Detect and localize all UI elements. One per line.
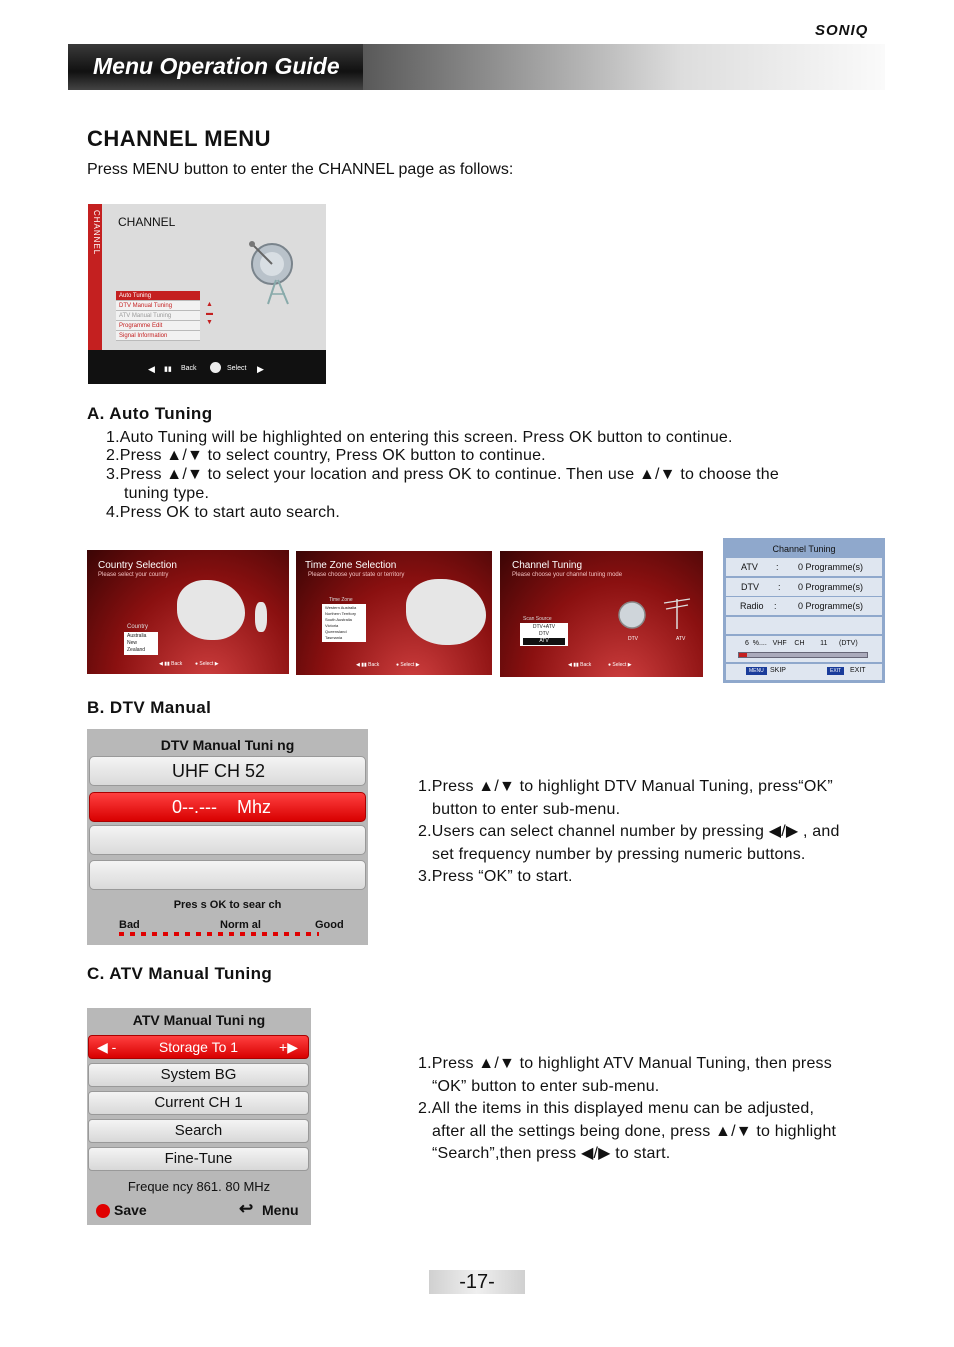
frequency-readout: Freque ncy 861. 80 MHz <box>127 1179 271 1194</box>
list-label: Time Zone <box>329 597 353 603</box>
australia-map-icon <box>406 579 486 645</box>
menu-item-dtv-manual[interactable]: DTV Manual Tuning <box>116 301 200 311</box>
left-arrow-icon: ◀ <box>148 364 155 374</box>
atv-manual-tuning-screenshot <box>87 1008 311 1225</box>
menu-item-auto-tuning[interactable]: Auto Tuning <box>116 291 200 301</box>
atv-icon-label: ATV <box>676 636 686 642</box>
dtv-screen-title: DTV Manual Tuni ng <box>160 737 295 753</box>
auto-step-4: 4.Press OK to start auto search. <box>106 504 341 521</box>
shot-subtitle: Please choose your channel tuning mode <box>512 572 623 578</box>
row-label: ATV <box>741 562 758 572</box>
storage-decrease[interactable]: ◀ - <box>97 1039 117 1055</box>
list-item[interactable]: South Australia <box>325 617 352 622</box>
atv-manual-heading: C. ATV Manual Tuning <box>87 964 273 983</box>
channel-screen-title: CHANNEL <box>118 215 176 229</box>
tuning-row-blank <box>726 617 882 634</box>
list-label: Scan Source <box>523 616 552 622</box>
country-selection-screenshot <box>87 550 289 674</box>
back-key-icon: ▮▮ <box>164 366 172 373</box>
antenna-icon <box>662 595 692 631</box>
tuning-panel-footer <box>726 664 882 680</box>
footer-back: ◀ ▮▮ Back <box>356 662 380 668</box>
atv-step: “Search”,then press ◀/▶ to start. <box>432 1145 671 1163</box>
row-label: DTV <box>741 582 759 592</box>
select-label: Select <box>227 365 247 372</box>
storage-increase[interactable]: +▶ <box>279 1039 298 1055</box>
footer-back: ◀ ▮▮ Back <box>568 662 592 668</box>
channel-tuning-screenshot <box>500 551 703 677</box>
shot-subtitle: Please choose your state or territory <box>308 572 405 578</box>
channel-side-label: CHANNEL <box>92 210 101 256</box>
select-label: Select <box>199 661 214 667</box>
signal-strength-dots <box>119 932 319 936</box>
auto-step-3-cont: tuning type. <box>124 485 210 502</box>
storage-field[interactable] <box>88 1035 309 1059</box>
fine-tune-field[interactable]: Fine-Tune <box>88 1147 309 1171</box>
channel-field[interactable]: UHF CH 52 <box>89 756 366 786</box>
shot-title: Country Selection <box>98 560 177 571</box>
channel-menu-list <box>116 291 200 341</box>
row-sep: : <box>776 562 779 572</box>
tuning-row-radio <box>726 597 882 615</box>
auto-step-3: 3.Press ▲/▼ to select your location and press OK to continue. Then use ▲/▼ to choose the <box>106 466 779 483</box>
progress-text: 6 %.... VHF CH 11 (DTV) <box>745 640 858 647</box>
satellite-dish-icon <box>614 597 650 633</box>
tuning-progress-row <box>726 636 882 662</box>
row-value: 0 Programme(s) <box>798 601 864 611</box>
row-sep: : <box>774 601 777 611</box>
back-label: Back <box>368 662 380 668</box>
auto-step-2: 2.Press ▲/▼ to select country, Press OK button to continue. <box>106 447 546 464</box>
system-field[interactable]: System BG <box>88 1063 309 1087</box>
time-zone-screenshot <box>296 551 492 675</box>
brand-logo: SONIQ <box>815 22 869 39</box>
country-list <box>124 632 158 655</box>
page-number: -17- <box>429 1270 525 1294</box>
right-arrow-icon: ▶ <box>257 364 264 374</box>
atv-step: “OK” button to enter sub-menu. <box>432 1077 660 1095</box>
storage-value: Storage To 1 <box>158 1039 239 1055</box>
ok-key-icon <box>210 362 221 373</box>
red-button-icon <box>96 1204 110 1218</box>
back-label: Back <box>580 662 592 668</box>
list-item[interactable]: Western Australia <box>325 605 357 610</box>
footer-select: ● Select ▶ <box>608 662 632 668</box>
tuning-row-atv <box>726 558 882 576</box>
row-sep: : <box>778 582 781 592</box>
atv-step: 1.Press ▲/▼ to highlight ATV Manual Tuning, then press <box>418 1055 832 1072</box>
row-label: Radio <box>740 601 764 611</box>
dtv-step: 2.Users can select channel number by pressing ◀/▶ , and <box>418 823 840 841</box>
new-zealand-map-icon <box>255 602 267 632</box>
channel-menu-screenshot <box>88 204 326 384</box>
time-zone-list <box>322 604 366 642</box>
header-title: Menu Operation Guide <box>93 53 340 79</box>
back-label: Back <box>171 661 183 667</box>
select-label: Select <box>612 662 627 668</box>
empty-field <box>89 825 366 855</box>
list-label: Country <box>127 624 149 630</box>
shot-title: Channel Tuning <box>512 560 583 571</box>
back-label: Back <box>181 365 197 372</box>
list-item[interactable]: DTV <box>539 631 549 637</box>
dtv-manual-tuning-screenshot <box>87 729 368 945</box>
list-item[interactable]: Victoria <box>325 623 339 628</box>
search-hint: Pres s OK to sear ch <box>173 899 282 911</box>
australia-map-icon <box>177 580 245 640</box>
menu-item-atv-manual[interactable]: ATV Manual Tuning <box>116 311 200 321</box>
dtv-step: button to enter sub-menu. <box>432 800 621 818</box>
dtv-icon-label: DTV <box>628 636 638 642</box>
list-item-selected[interactable]: ATV <box>523 638 565 645</box>
list-item[interactable]: Tasmania <box>325 635 343 640</box>
frequency-field[interactable]: 0--.--- Mhz <box>89 792 366 822</box>
footer-back: ◀ ▮▮ Back <box>159 661 183 667</box>
menu-key[interactable]: MENU <box>746 667 767 675</box>
channel-nav-bar <box>88 350 326 384</box>
exit-label: EXIT <box>850 667 866 674</box>
footer-select: ● Select ▶ <box>195 661 219 667</box>
current-channel-field[interactable]: Current CH 1 <box>88 1091 309 1115</box>
row-value: 0 Programme(s) <box>798 562 864 572</box>
dtv-steps <box>418 776 840 889</box>
list-item[interactable]: Queensland <box>325 629 347 634</box>
dtv-step: 3.Press “OK” to start. <box>418 868 573 886</box>
signal-normal-label: Norm al <box>220 919 261 931</box>
atv-step: after all the settings being done, press ▲/▼ to highlight <box>432 1122 837 1140</box>
select-label: Select <box>400 662 415 668</box>
scan-source-list <box>520 623 568 646</box>
list-item[interactable]: Australia <box>127 633 147 639</box>
list-item[interactable]: New Zealand <box>127 640 146 653</box>
dtv-manual-heading: B. DTV Manual <box>87 698 212 717</box>
progress-bar-fill <box>739 653 747 657</box>
menu-label[interactable]: Menu <box>262 1202 299 1218</box>
empty-field <box>89 860 366 890</box>
progress-bar <box>738 652 868 658</box>
shot-title: Time Zone Selection <box>305 560 397 571</box>
section-intro: Press MENU button to enter the CHANNEL page as follows: <box>87 161 514 178</box>
atv-steps <box>418 1053 836 1166</box>
exit-key[interactable]: EXIT <box>827 667 844 675</box>
tuning-panel-title: Channel Tuning <box>772 544 836 554</box>
auto-tuning-heading: A. Auto Tuning <box>87 404 213 423</box>
list-item[interactable]: Northern Territory <box>325 611 357 616</box>
tuning-row-dtv <box>726 578 882 596</box>
section-title: CHANNEL MENU <box>87 126 272 151</box>
save-label[interactable]: Save <box>114 1202 147 1218</box>
atv-step: 2.All the items in this displayed menu can be adjusted, <box>418 1100 815 1118</box>
search-field[interactable]: Search <box>88 1119 309 1143</box>
return-arrow-icon: ↩ <box>239 1199 254 1218</box>
signal-bad-label: Bad <box>119 919 140 931</box>
dtv-step: 1.Press ▲/▼ to highlight DTV Manual Tuning, press“OK” <box>418 778 833 795</box>
scroll-arrows-icon: ▲ ▬ ▼ <box>206 301 213 326</box>
auto-step-1: 1.Auto Tuning will be highlighted on entering this screen. Press OK button to continue. <box>106 429 733 446</box>
satellite-dish-icon <box>246 236 302 306</box>
list-item[interactable]: DTV+ATV <box>532 624 556 630</box>
footer-select: ● Select ▶ <box>396 662 420 668</box>
channel-tuning-progress-panel <box>723 538 885 683</box>
atv-screen-title: ATV Manual Tuni ng <box>132 1012 266 1028</box>
menu-item-programme-edit[interactable]: Programme Edit <box>116 321 200 331</box>
row-value: 0 Programme(s) <box>798 582 864 592</box>
shot-subtitle: Please select your country <box>98 572 169 578</box>
dtv-step: set frequency number by pressing numeric buttons. <box>432 845 806 863</box>
skip-label: SKIP <box>770 667 786 674</box>
menu-item-signal-info[interactable]: Signal Information <box>116 331 200 341</box>
signal-good-label: Good <box>315 919 344 931</box>
